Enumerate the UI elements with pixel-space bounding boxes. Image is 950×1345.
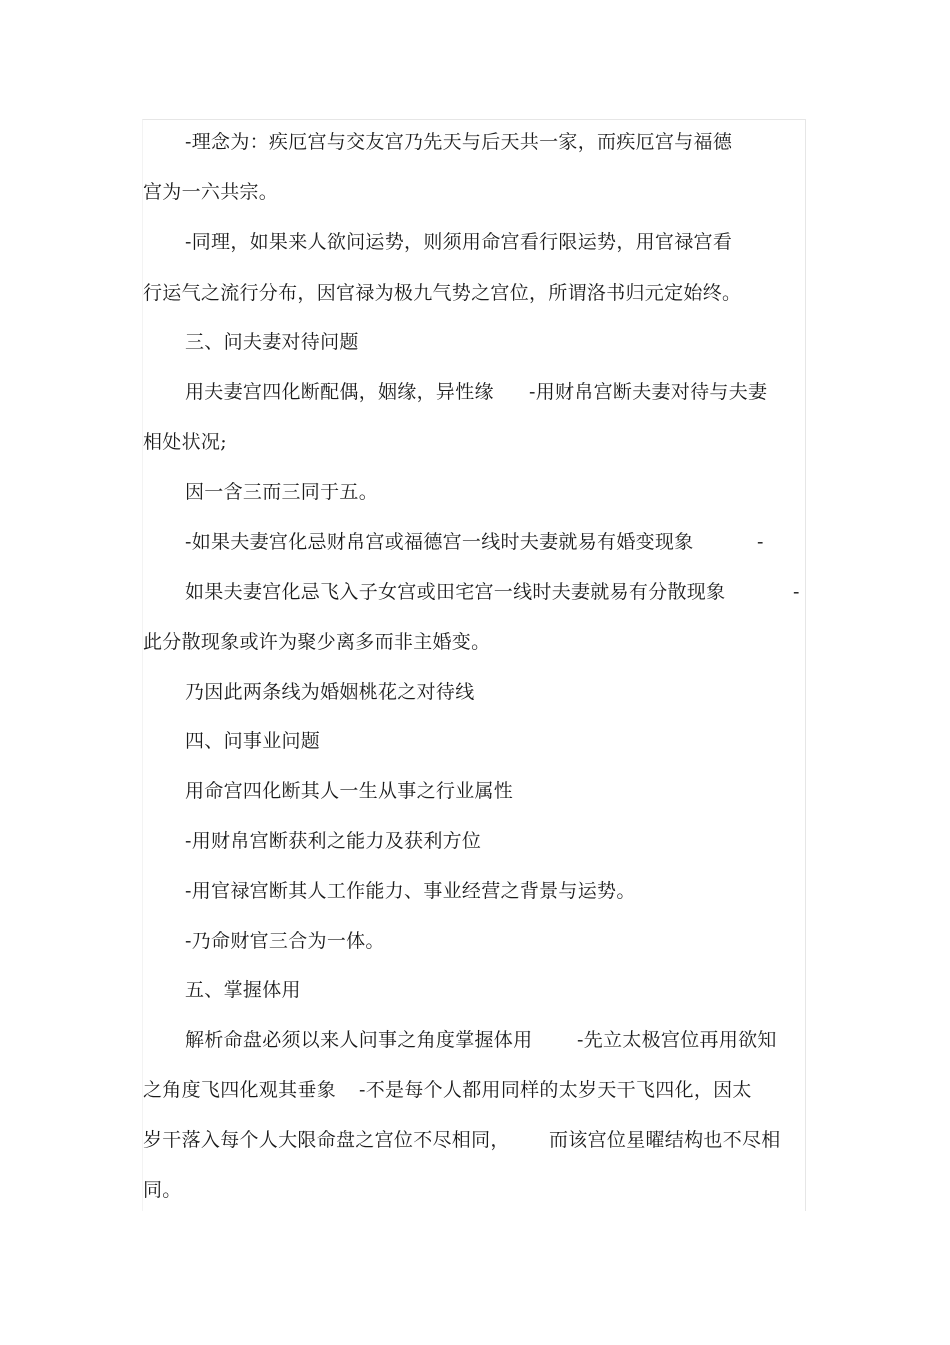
paragraph-line: -乃命财官三合为一体。 (185, 930, 385, 952)
paragraph-line: 此分散现象或许为聚少离多而非主婚变。 (143, 631, 491, 653)
paragraph-line: 同。 (143, 1179, 182, 1201)
paragraph-line (143, 1078, 783, 1102)
line-segment: 岁干落入每个人大限命盘之宫位不尽相同， (143, 1129, 510, 1151)
line-segment: 之角度飞四化观其垂象 (143, 1079, 337, 1101)
line-segment: -不是每个人都用同样的太岁天干飞四化，因太 (359, 1079, 752, 1101)
section-heading: 五、掌握体用 (185, 979, 301, 1001)
line-segment: - (793, 581, 800, 603)
line-segment: 而该宫位星曜结构也不尽相 (549, 1129, 781, 1151)
line-segment: 如果夫妻宫化忌飞入子女宫或田宅宫一线时夫妻就易有分散现象 (185, 581, 726, 603)
paragraph-line: 行运气之流行分布，因官禄为极九气势之宫位，所谓洛书归元定始终。 (143, 282, 742, 304)
paragraph-line: 因一含三而三同于五。 (185, 481, 379, 503)
paragraph-line: -同理，如果来人欲问运势，则须用命宫看行限运势，用官禄宫看 (185, 231, 733, 253)
paragraph-line: 乃因此两条线为婚姻桃花之对待线 (185, 681, 475, 703)
line-segment: 解析命盘必须以来人问事之角度掌握体用 (185, 1029, 533, 1051)
paragraph-line (185, 530, 785, 554)
paragraph-line: 相处状况; (143, 431, 227, 453)
line-segment: -先立太极宫位再用欲知 (577, 1029, 777, 1051)
line-segment: -如果夫妻宫化忌财帛宫或福德宫一线时夫妻就易有婚变现象 (185, 531, 694, 553)
line-segment: 用夫妻宫四化断配偶，姻缘，异性缘 (185, 381, 494, 403)
section-heading: 四、问事业问题 (185, 730, 321, 752)
section-heading: 三、问夫妻对待问题 (185, 331, 359, 353)
paragraph-line (185, 580, 805, 604)
paragraph-line (185, 1028, 785, 1052)
line-segment: - (757, 531, 764, 553)
paragraph-line: -理念为：疾厄宫与交友宫乃先天与后天共一家，而疾厄宫与福德 (185, 131, 733, 153)
paragraph-line: 宫为一六共宗。 (143, 181, 279, 203)
line-segment: -用财帛宫断夫妻对待与夫妻 (529, 381, 768, 403)
paragraph-line: -用财帛宫断获利之能力及获利方位 (185, 830, 482, 852)
paragraph-line (143, 1128, 793, 1152)
paragraph-line: -用官禄宫断其人工作能力、事业经营之背景与运势。 (185, 880, 636, 902)
paragraph-line (185, 380, 785, 404)
paragraph-line: 用命宫四化断其人一生从事之行业属性 (185, 780, 514, 802)
